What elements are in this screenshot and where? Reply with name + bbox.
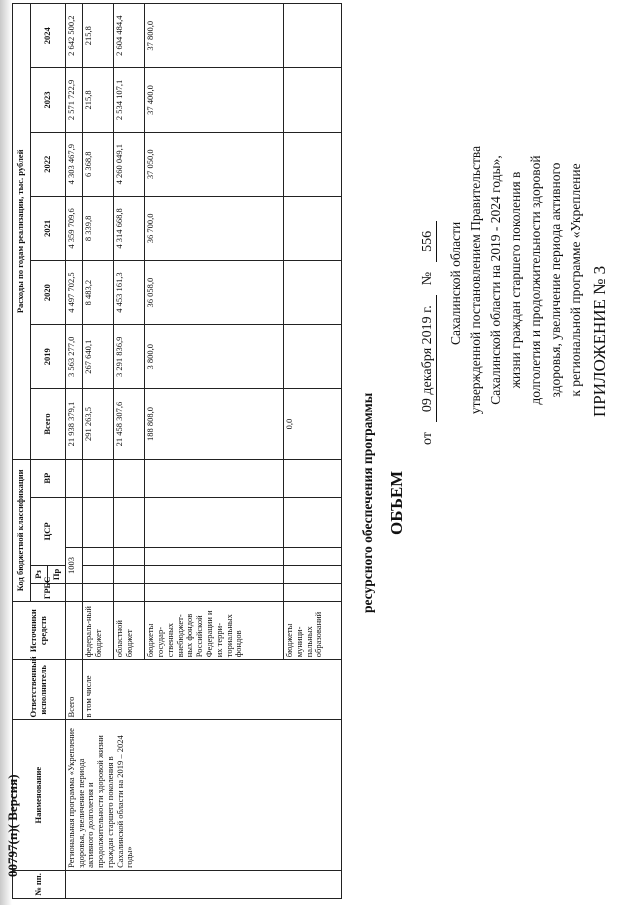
- header-grbs: ГРБС: [30, 584, 65, 602]
- executor-incl: в том числе: [83, 660, 342, 720]
- approval-date: 09 декабря 2019 г.: [420, 295, 437, 422]
- document-subtitle: ресурсного обеспечения программы: [360, 392, 375, 613]
- table-row: [65, 4, 83, 899]
- appendix-date-row: [420, 221, 437, 445]
- value-2023: 37 400,0: [145, 68, 284, 132]
- value-2024: [284, 4, 342, 68]
- header-2019: 2019: [30, 325, 65, 389]
- header-num: № пп.: [13, 870, 66, 898]
- value-2021: 36 700,0: [145, 196, 284, 260]
- resource-table: [12, 3, 342, 899]
- header-rz: Рз: [30, 565, 48, 583]
- value-2024: 215,8: [83, 4, 114, 68]
- header-sources: Источники средств: [13, 602, 66, 660]
- appendix-line: долголетия и продолжительности здоровой: [528, 155, 543, 405]
- value-2021: 4 359 709,6: [65, 196, 83, 260]
- value-2024: 2 604 484,4: [114, 4, 145, 68]
- header-2024: 2024: [30, 4, 65, 68]
- value-2021: 4 314 668,8: [114, 196, 145, 260]
- value-2020: [284, 260, 342, 324]
- header-2023: 2023: [30, 68, 65, 132]
- header-2020: 2020: [30, 260, 65, 324]
- value-2019: [284, 325, 342, 389]
- value-2019: 3 291 836,9: [114, 325, 145, 389]
- appendix-line: здоровья, увеличение периода активного: [548, 162, 563, 398]
- header-name: Наименование: [13, 720, 66, 870]
- header-csr: ЦСР: [30, 497, 65, 565]
- date-prefix: от: [420, 432, 435, 445]
- appendix-line: Сахалинской области на 2019 - 2024 годы»,: [488, 155, 503, 405]
- value-2021: [284, 196, 342, 260]
- value-2024: 37 800,0: [145, 4, 284, 68]
- document-title: ОБЪЕМ: [387, 470, 406, 535]
- header-budget-code: Код бюджетной классификации: [13, 459, 31, 601]
- program-name: Региональная программа «Укрепление здоровья, увеличение периода активного долголетия и продолжительности здоровой жизни граждан старшего поколения в Сахалинской области на 2019 – 2024 годы»: [65, 720, 341, 870]
- header-vr: ВР: [30, 459, 65, 497]
- value-2022: 37 050,0: [145, 132, 284, 196]
- rz-pr-code: 1003: [65, 547, 83, 583]
- source-name: бюджеты муници-пальных образований: [284, 602, 342, 660]
- appendix-line: утвержденной постановлением Правительства: [468, 145, 483, 415]
- header-expenses: Расходы по годам реализации, тыс. рублей: [13, 4, 31, 460]
- value-2020: 4 453 161,3: [114, 260, 145, 324]
- value-2022: 4 303 467,9: [65, 132, 83, 196]
- source-name: бюджеты государ-ственных внебюджет-ных фондов Российской Федерации и их терри-ториальных фондов: [145, 602, 284, 660]
- header-pr: Пр: [48, 565, 66, 583]
- header-total: Всего: [30, 389, 65, 459]
- appendix-line: Сахалинской области: [448, 221, 463, 345]
- source-name: областной бюджет: [114, 602, 145, 660]
- header-executor: Ответственный исполнитель: [13, 660, 66, 720]
- value-2019: 3 800,0: [145, 325, 284, 389]
- total-value: 0,0: [284, 389, 342, 459]
- header-2022: 2022: [30, 132, 65, 196]
- value-2021: 8 339,8: [83, 196, 114, 260]
- value-2023: 2 534 107,1: [114, 68, 145, 132]
- value-2023: 215,8: [83, 68, 114, 132]
- value-2020: 36 058,0: [145, 260, 284, 324]
- source-name: федераль-ный бюджет: [83, 602, 114, 660]
- total-value: 21 938 379,1: [65, 389, 83, 459]
- appendix-title: ПРИЛОЖЕНИЕ № 3: [590, 265, 609, 417]
- approval-number: 556: [420, 221, 437, 262]
- total-value: 21 458 307,6: [114, 389, 145, 459]
- value-2019: 267 640,1: [83, 325, 114, 389]
- value-2020: 4 497 702,5: [65, 260, 83, 324]
- value-2023: [284, 68, 342, 132]
- total-value: 188 808,0: [145, 389, 284, 459]
- total-value: 291 263,5: [83, 389, 114, 459]
- footer-code: 00797(п)( Версия): [5, 774, 20, 877]
- value-2020: 8 483,2: [83, 260, 114, 324]
- value-2019: 3 563 277,0: [65, 325, 83, 389]
- number-sign: №: [420, 271, 435, 286]
- value-2023: 2 571 722,9: [65, 68, 83, 132]
- header-2021: 2021: [30, 196, 65, 260]
- cell-num: [65, 870, 341, 898]
- value-2022: [284, 132, 342, 196]
- appendix-line: жизни граждан старшего поколения в: [508, 171, 523, 389]
- source-name: [65, 602, 83, 660]
- value-2022: 4 260 049,1: [114, 132, 145, 196]
- appendix-line: к региональной программе «Укрепление: [568, 163, 583, 397]
- value-2024: 2 642 500,2: [65, 4, 83, 68]
- executor-total: Всего: [65, 660, 83, 720]
- value-2022: 6 368,8: [83, 132, 114, 196]
